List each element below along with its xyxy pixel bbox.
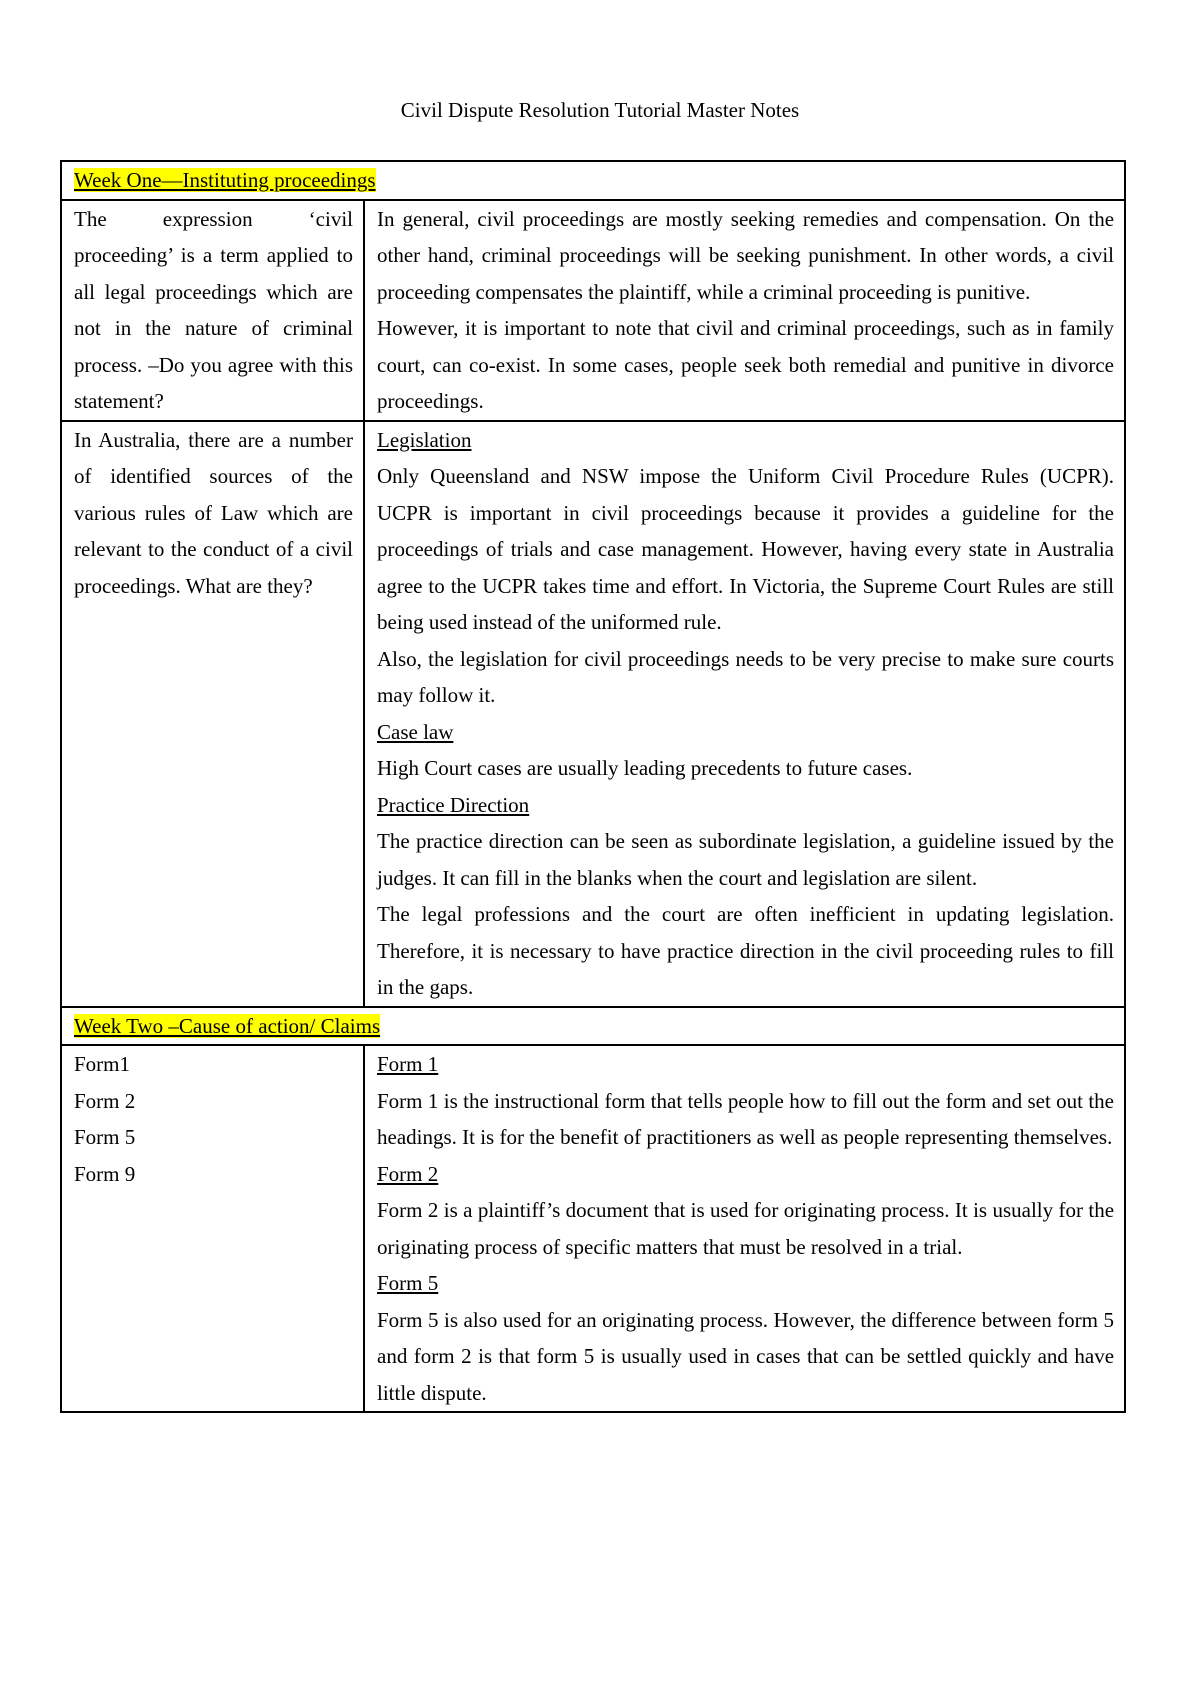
- page-title: Civil Dispute Resolution Tutorial Master Notes: [400, 98, 800, 122]
- answer-paragraph: However, it is important to note that civil and criminal proceedings, such as in family court, can co-exist. In some cases, people seek both remedial and punitive in divorce proceedings.: [377, 316, 1115, 413]
- table-row: [61, 1045, 1125, 1412]
- subheading-form-2: Form 2: [377, 1161, 439, 1186]
- list-item: Form 9: [74, 1161, 136, 1186]
- answer-paragraph: Form 1 is the instructional form that tells people how to fill out the form and set out the headings. It is for the benefit of practitioners as well as people representing themselves.: [377, 1088, 1115, 1149]
- question-cell: [61, 200, 364, 421]
- subheading-practice-direction: Practice Direction: [377, 792, 530, 817]
- week-two-heading-cell: [61, 1007, 1125, 1046]
- subheading-legislation: Legislation: [377, 427, 472, 452]
- answer-cell: [364, 421, 1125, 1007]
- list-item: Form1: [74, 1052, 131, 1076]
- table-row: [61, 421, 1125, 1007]
- answer-paragraph: Only Queensland and NSW impose the Uniform Civil Procedure Rules (UCPR). UCPR is important in civil proceedings because it provides a guideline for the proceedings of trials and case management. However, having every state in Australia agree to the UCPR takes time and effort. In Victoria, the Supreme Court Rules are still being used instead of the uniformed rule.: [377, 464, 1115, 634]
- table-row: [61, 200, 1125, 421]
- notes-table: [60, 160, 1126, 1413]
- question-cell: [61, 421, 364, 1007]
- answer-paragraph: Also, the legislation for civil proceedings needs to be very precise to make sure courts may follow it.: [377, 646, 1115, 707]
- week-two-heading-row: [61, 1007, 1125, 1046]
- subheading-form-5: Form 5: [377, 1271, 439, 1295]
- question-text: The expression ‘civil proceeding’ is a term applied to all legal proceedings which are not in the nature of criminal process. –Do you agree with this statement?: [74, 206, 353, 413]
- week-one-heading: Week One—Instituting proceedings: [74, 168, 376, 192]
- subheading-form-1: Form 1: [377, 1052, 439, 1076]
- answer-paragraph: Form 5 is also used for an originating process. However, the difference between form 5 and form 2 is that form 5 is usually used in cases that can be settled quickly and have little dispute.: [377, 1307, 1115, 1405]
- week-two-heading: Week Two –Cause of action/ Claims: [74, 1013, 381, 1038]
- answer-cell: [364, 200, 1125, 421]
- answer-cell: [364, 1045, 1125, 1412]
- subheading-case-law: Case law: [377, 719, 454, 744]
- list-item: Form 2: [74, 1088, 136, 1113]
- forms-list-cell: [61, 1045, 364, 1412]
- answer-paragraph: The practice direction can be seen as subordinate legislation, a guideline issued by the judges. It can fill in the blanks when the court and legislation are silent.: [377, 829, 1115, 890]
- answer-paragraph: In general, civil proceedings are mostly seeking remedies and compensation. On the other hand, criminal proceedings will be seeking punishment. In other words, a civil proceeding compensates the plaintiff, while a criminal proceeding is punitive.: [377, 206, 1115, 304]
- week-one-heading-cell: [61, 161, 1125, 200]
- answer-paragraph: Form 2 is a plaintiff’s document that is used for originating process. It is usually for the originating process of specific matters that must be resolved in a trial.: [377, 1198, 1115, 1259]
- list-item: Form 5: [74, 1125, 136, 1149]
- week-one-heading-row: [61, 161, 1125, 200]
- answer-paragraph: The legal professions and the court are often inefficient in updating legislation. Therefore, it is necessary to have practice direction in the civil proceeding rules to fill in the gaps.: [377, 902, 1115, 999]
- question-text: In Australia, there are a number of identified sources of the various rules of Law which are relevant to the conduct of a civil proceedings. What are they?: [74, 427, 353, 598]
- answer-paragraph: High Court cases are usually leading precedents to future cases.: [377, 756, 913, 780]
